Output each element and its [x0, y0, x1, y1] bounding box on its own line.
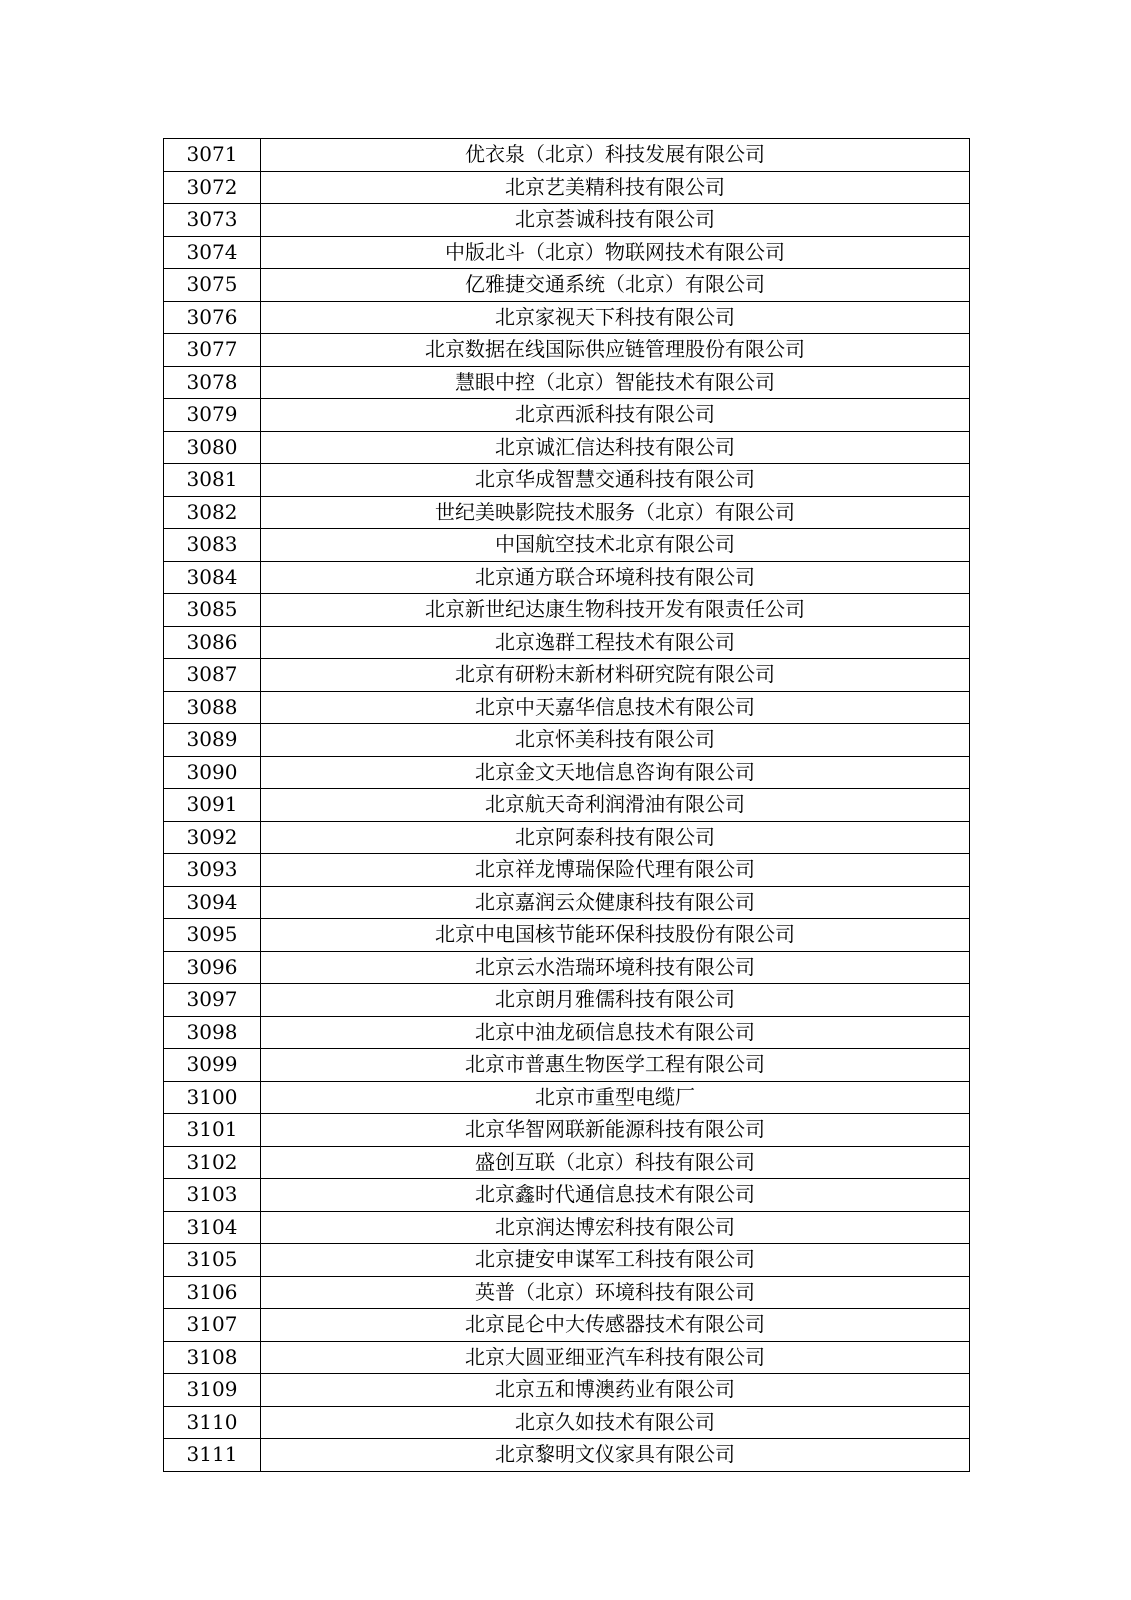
- company-name-cell: 北京航天奇利润滑油有限公司: [261, 789, 970, 822]
- row-number-cell: 3088: [164, 691, 261, 724]
- table-row: [164, 1211, 970, 1244]
- company-name-cell: 北京西派科技有限公司: [261, 399, 970, 432]
- row-number-cell: 3105: [164, 1244, 261, 1277]
- row-number-cell: 3091: [164, 789, 261, 822]
- row-number-cell: 3104: [164, 1211, 261, 1244]
- table-row: [164, 1439, 970, 1472]
- table-row: [164, 626, 970, 659]
- company-name-cell: 北京黎明文仪家具有限公司: [261, 1439, 970, 1472]
- table-row: [164, 854, 970, 887]
- row-number-cell: 3071: [164, 139, 261, 172]
- row-number-cell: 3079: [164, 399, 261, 432]
- row-number-cell: 3097: [164, 984, 261, 1017]
- company-name-cell: 优衣泉（北京）科技发展有限公司: [261, 139, 970, 172]
- row-number-cell: 3082: [164, 496, 261, 529]
- row-number-cell: 3108: [164, 1341, 261, 1374]
- row-number-cell: 3093: [164, 854, 261, 887]
- company-name-cell: 北京久如技术有限公司: [261, 1406, 970, 1439]
- company-name-cell: 盛创互联（北京）科技有限公司: [261, 1146, 970, 1179]
- company-name-cell: 北京市普惠生物医学工程有限公司: [261, 1049, 970, 1082]
- table-row: [164, 399, 970, 432]
- table-row: [164, 1049, 970, 1082]
- row-number-cell: 3098: [164, 1016, 261, 1049]
- company-name-cell: 北京云水浩瑞环境科技有限公司: [261, 951, 970, 984]
- company-name-cell: 北京朗月雅儒科技有限公司: [261, 984, 970, 1017]
- row-number-cell: 3099: [164, 1049, 261, 1082]
- table-row: [164, 204, 970, 237]
- company-name-cell: 北京诚汇信达科技有限公司: [261, 431, 970, 464]
- row-number-cell: 3096: [164, 951, 261, 984]
- table-row: [164, 431, 970, 464]
- company-name-cell: 慧眼中控（北京）智能技术有限公司: [261, 366, 970, 399]
- company-name-cell: 北京逸群工程技术有限公司: [261, 626, 970, 659]
- row-number-cell: 3109: [164, 1374, 261, 1407]
- table-row: [164, 139, 970, 172]
- table-row: [164, 1081, 970, 1114]
- table-row: [164, 1374, 970, 1407]
- company-name-cell: 北京捷安申谋军工科技有限公司: [261, 1244, 970, 1277]
- row-number-cell: 3089: [164, 724, 261, 757]
- company-list-table: [163, 138, 970, 1472]
- table-row: [164, 1341, 970, 1374]
- row-number-cell: 3072: [164, 171, 261, 204]
- table-row: [164, 951, 970, 984]
- company-name-cell: 北京昆仑中大传感器技术有限公司: [261, 1309, 970, 1342]
- row-number-cell: 3092: [164, 821, 261, 854]
- company-name-cell: 英普（北京）环境科技有限公司: [261, 1276, 970, 1309]
- table-row: [164, 1244, 970, 1277]
- row-number-cell: 3094: [164, 886, 261, 919]
- table-row: [164, 659, 970, 692]
- row-number-cell: 3075: [164, 269, 261, 302]
- company-name-cell: 北京数据在线国际供应链管理股份有限公司: [261, 334, 970, 367]
- company-name-cell: 世纪美映影院技术服务（北京）有限公司: [261, 496, 970, 529]
- table-row: [164, 1146, 970, 1179]
- company-name-cell: 北京鑫时代通信息技术有限公司: [261, 1179, 970, 1212]
- table-row: [164, 269, 970, 302]
- table-row: [164, 724, 970, 757]
- table-row: [164, 1276, 970, 1309]
- row-number-cell: 3107: [164, 1309, 261, 1342]
- row-number-cell: 3084: [164, 561, 261, 594]
- table-row: [164, 334, 970, 367]
- row-number-cell: 3102: [164, 1146, 261, 1179]
- company-name-cell: 中国航空技术北京有限公司: [261, 529, 970, 562]
- table-row: [164, 301, 970, 334]
- company-name-cell: 北京华成智慧交通科技有限公司: [261, 464, 970, 497]
- company-name-cell: 北京嘉润云众健康科技有限公司: [261, 886, 970, 919]
- company-name-cell: 北京有研粉末新材料研究院有限公司: [261, 659, 970, 692]
- company-name-cell: 北京祥龙博瑞保险代理有限公司: [261, 854, 970, 887]
- company-name-cell: 北京阿泰科技有限公司: [261, 821, 970, 854]
- table-row: [164, 561, 970, 594]
- row-number-cell: 3090: [164, 756, 261, 789]
- table-row: [164, 1406, 970, 1439]
- table-row: [164, 691, 970, 724]
- table-row: [164, 984, 970, 1017]
- table-row: [164, 821, 970, 854]
- row-number-cell: 3077: [164, 334, 261, 367]
- company-name-cell: 北京新世纪达康生物科技开发有限责任公司: [261, 594, 970, 627]
- company-name-cell: 北京艺美精科技有限公司: [261, 171, 970, 204]
- table-row: [164, 886, 970, 919]
- company-name-cell: 北京中电国核节能环保科技股份有限公司: [261, 919, 970, 952]
- row-number-cell: 3083: [164, 529, 261, 562]
- row-number-cell: 3100: [164, 1081, 261, 1114]
- company-name-cell: 北京荟诚科技有限公司: [261, 204, 970, 237]
- table-row: [164, 496, 970, 529]
- row-number-cell: 3111: [164, 1439, 261, 1472]
- company-name-cell: 北京中油龙硕信息技术有限公司: [261, 1016, 970, 1049]
- company-name-cell: 北京五和博澳药业有限公司: [261, 1374, 970, 1407]
- table-row: [164, 464, 970, 497]
- company-name-cell: 中版北斗（北京）物联网技术有限公司: [261, 236, 970, 269]
- table-row: [164, 919, 970, 952]
- row-number-cell: 3073: [164, 204, 261, 237]
- row-number-cell: 3110: [164, 1406, 261, 1439]
- company-name-cell: 北京大圆亚细亚汽车科技有限公司: [261, 1341, 970, 1374]
- table-row: [164, 789, 970, 822]
- table-row: [164, 171, 970, 204]
- table-row: [164, 529, 970, 562]
- table-row: [164, 1179, 970, 1212]
- table-row: [164, 1309, 970, 1342]
- row-number-cell: 3076: [164, 301, 261, 334]
- row-number-cell: 3085: [164, 594, 261, 627]
- row-number-cell: 3087: [164, 659, 261, 692]
- row-number-cell: 3103: [164, 1179, 261, 1212]
- table-row: [164, 594, 970, 627]
- company-name-cell: 北京怀美科技有限公司: [261, 724, 970, 757]
- company-name-cell: 北京金文天地信息咨询有限公司: [261, 756, 970, 789]
- row-number-cell: 3106: [164, 1276, 261, 1309]
- row-number-cell: 3080: [164, 431, 261, 464]
- company-name-cell: 亿雅捷交通系统（北京）有限公司: [261, 269, 970, 302]
- table-row: [164, 1114, 970, 1147]
- row-number-cell: 3095: [164, 919, 261, 952]
- table-row: [164, 236, 970, 269]
- company-name-cell: 北京华智网联新能源科技有限公司: [261, 1114, 970, 1147]
- table-row: [164, 1016, 970, 1049]
- row-number-cell: 3101: [164, 1114, 261, 1147]
- row-number-cell: 3074: [164, 236, 261, 269]
- company-name-cell: 北京通方联合环境科技有限公司: [261, 561, 970, 594]
- company-list-body: [164, 139, 970, 1472]
- row-number-cell: 3086: [164, 626, 261, 659]
- company-name-cell: 北京中天嘉华信息技术有限公司: [261, 691, 970, 724]
- company-name-cell: 北京市重型电缆厂: [261, 1081, 970, 1114]
- company-name-cell: 北京润达博宏科技有限公司: [261, 1211, 970, 1244]
- table-row: [164, 366, 970, 399]
- table-row: [164, 756, 970, 789]
- company-name-cell: 北京家视天下科技有限公司: [261, 301, 970, 334]
- row-number-cell: 3081: [164, 464, 261, 497]
- row-number-cell: 3078: [164, 366, 261, 399]
